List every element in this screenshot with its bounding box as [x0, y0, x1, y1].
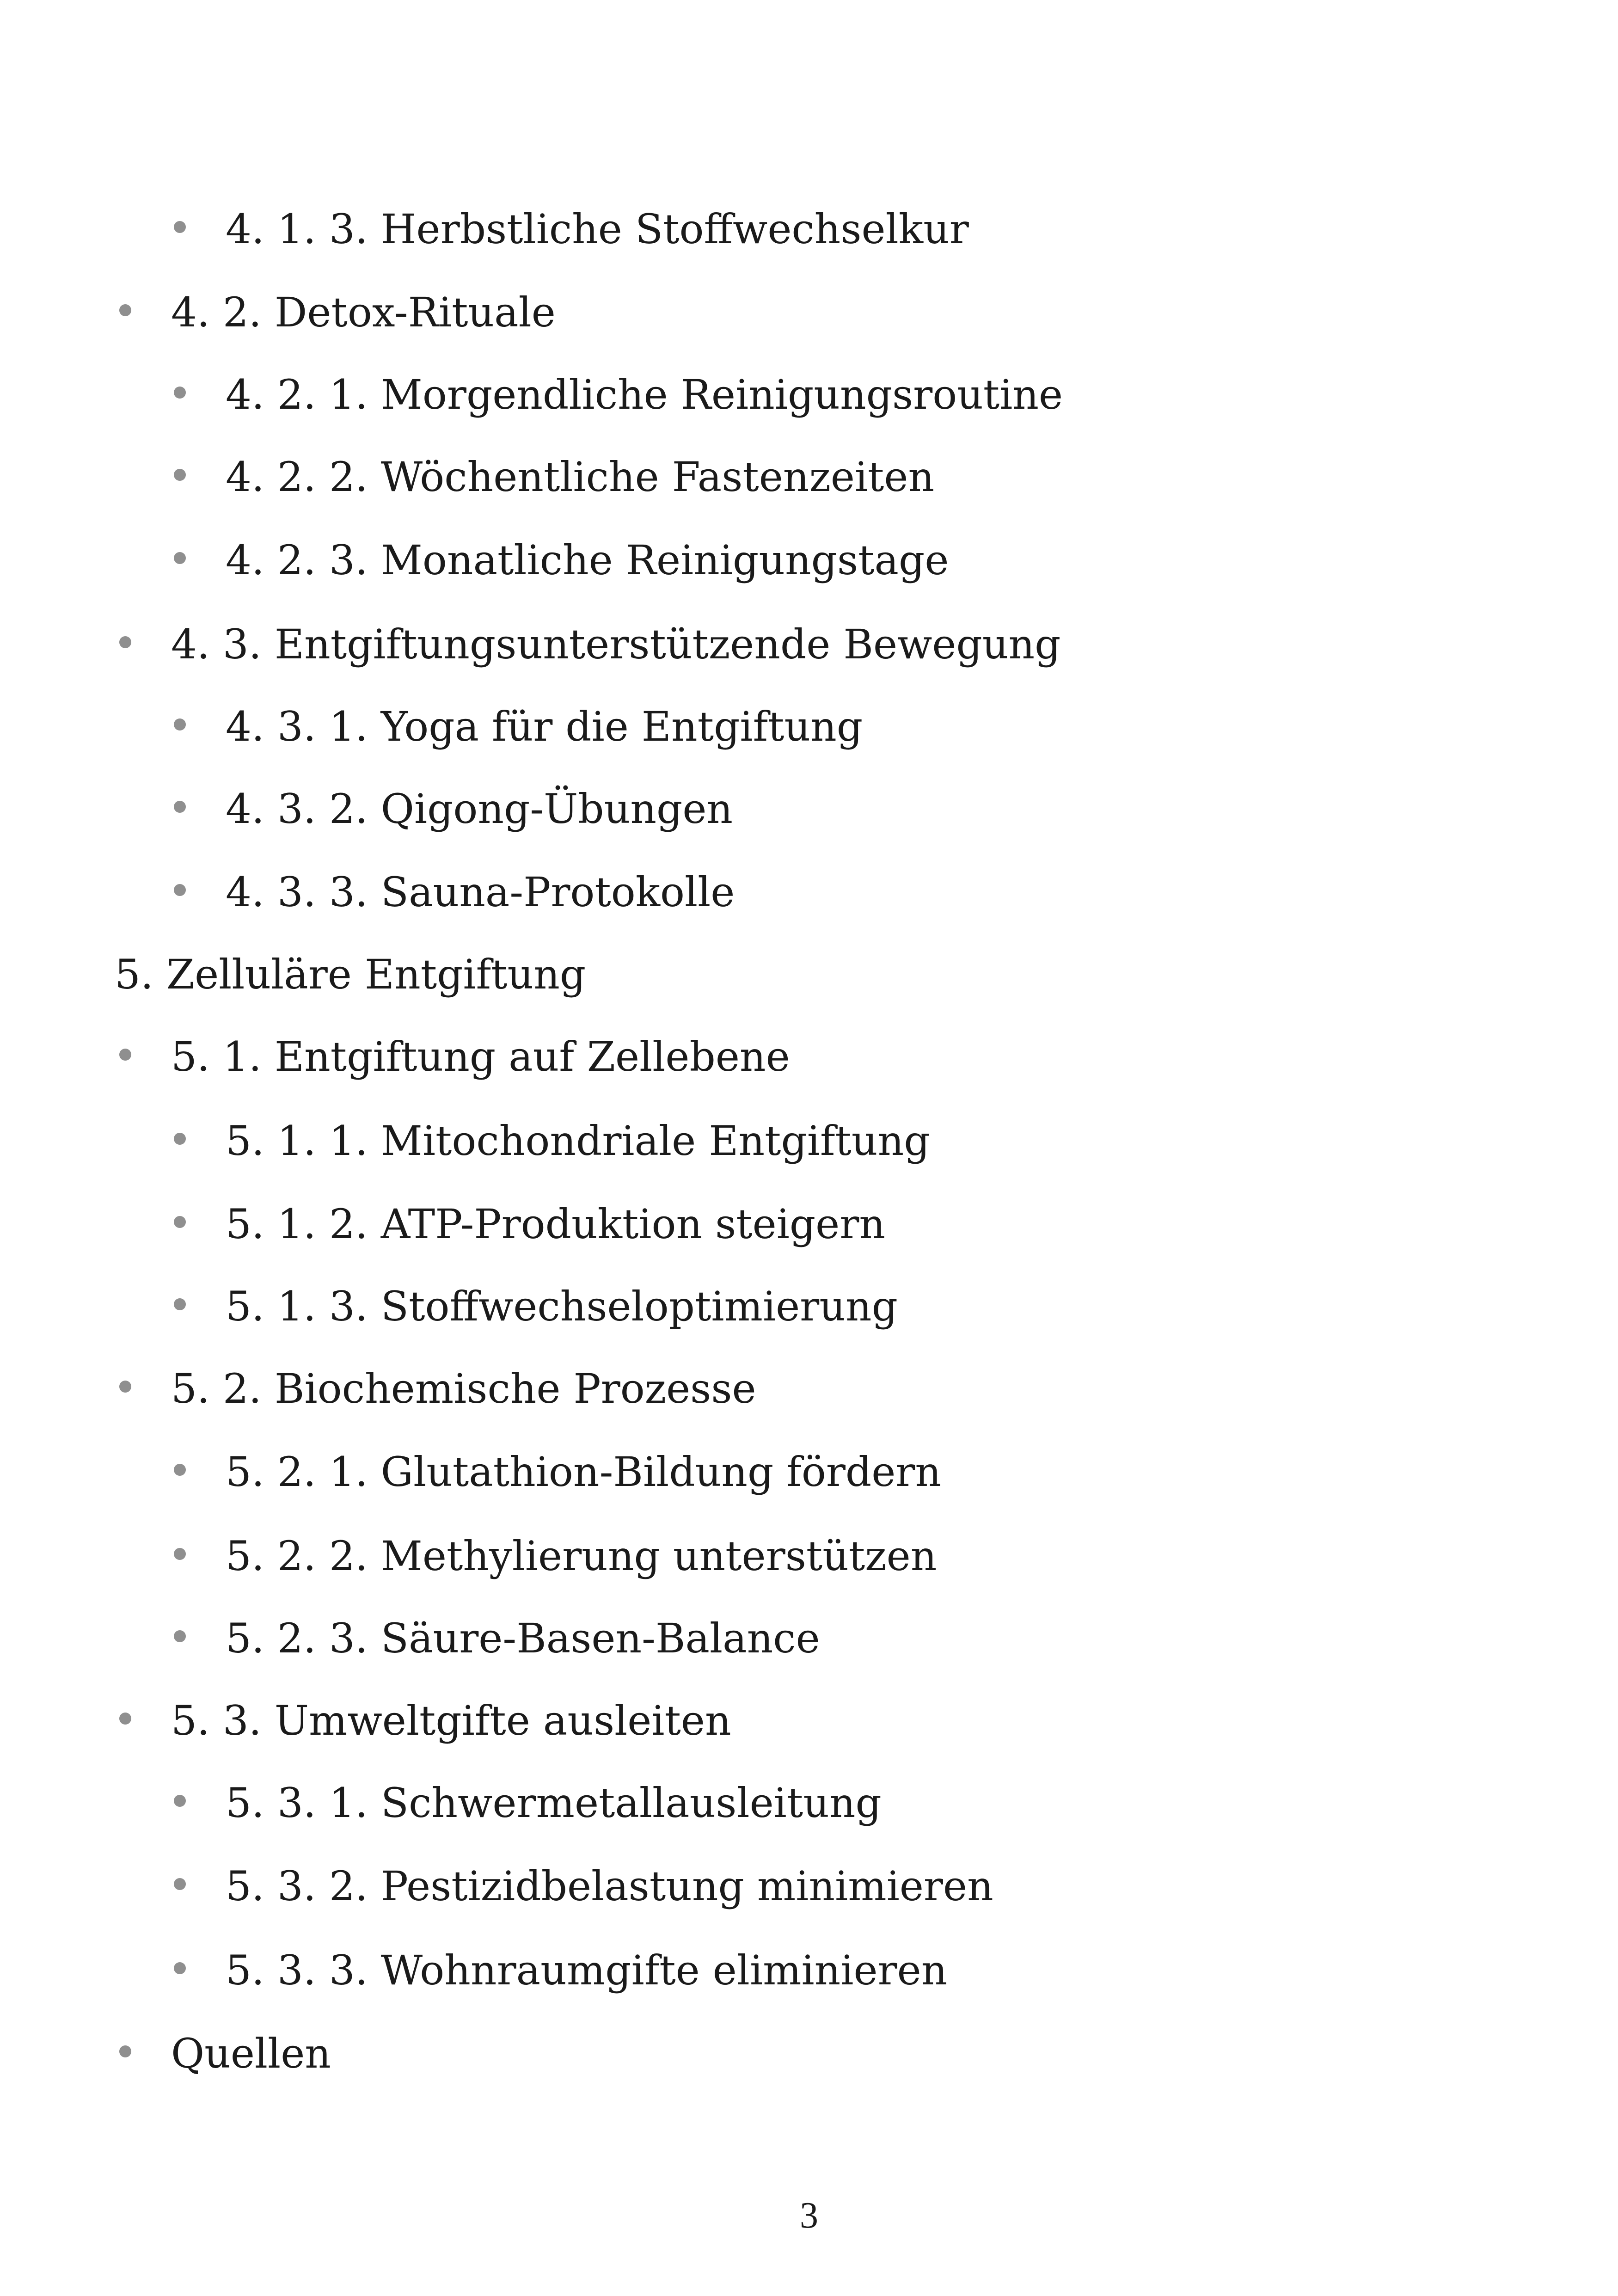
bullet-icon	[174, 718, 186, 731]
toc-entry-label: 5. 2. 3. Säure-Basen-Balance	[226, 1615, 820, 1662]
toc-entry-label: 5. 1. 1. Mitochondriale Entgiftung	[226, 1117, 930, 1165]
bullet-icon	[174, 1878, 186, 1890]
bullet-icon	[119, 304, 131, 316]
toc-entry-quellen[interactable]	[171, 2030, 331, 2077]
bullet-icon	[174, 801, 186, 813]
toc-entry-4-2-1[interactable]	[226, 371, 1063, 418]
toc-entry-label: 4. 1. 3. Herbstliche Stoffwechselkur	[226, 205, 969, 253]
toc-entry-label: 5. 3. 3. Wohnraumgifte eliminieren	[226, 1946, 948, 1994]
toc-entry-5-1-1[interactable]	[226, 1117, 930, 1165]
toc-entry-5-1[interactable]	[171, 1033, 790, 1080]
bullet-icon	[119, 1049, 131, 1061]
toc-entry-label: 5. 3. Umweltgifte ausleiten	[171, 1697, 731, 1744]
bullet-icon	[119, 636, 131, 648]
toc-entry-5-2-1[interactable]	[226, 1448, 942, 1496]
toc-entry-label: 5. 1. 2. ATP-Produktion steigern	[226, 1200, 885, 1248]
toc-entry-label: 4. 3. Entgiftungsunterstützende Bewegung	[171, 620, 1061, 668]
toc-entry-5-2[interactable]	[171, 1365, 756, 1412]
toc-entry-4-2[interactable]	[171, 289, 556, 336]
toc-entry-5-3-1[interactable]	[226, 1779, 882, 1827]
toc-chapter-5[interactable]	[115, 951, 586, 998]
toc-entry-4-2-2[interactable]	[226, 453, 935, 501]
toc-entry-5-3-3[interactable]	[226, 1946, 948, 1994]
toc-entry-label: 5. 1. Entgiftung auf Zellebene	[171, 1033, 790, 1080]
toc-entry-label: 5. Zelluläre Entgiftung	[115, 951, 586, 998]
bullet-icon	[174, 387, 186, 399]
bullet-icon	[174, 884, 186, 896]
toc-entry-label: 5. 2. Biochemische Prozesse	[171, 1365, 756, 1412]
toc-entry-4-3-2[interactable]	[226, 785, 733, 833]
toc-entry-5-2-2[interactable]	[226, 1532, 937, 1580]
toc-entry-label: 5. 2. 1. Glutathion-Bildung fördern	[226, 1448, 942, 1496]
toc-entry-4-3[interactable]	[171, 620, 1061, 668]
bullet-icon	[174, 1795, 186, 1807]
bullet-icon	[174, 1298, 186, 1310]
toc-entry-4-3-1[interactable]	[226, 703, 863, 750]
bullet-icon	[174, 1216, 186, 1228]
toc-entry-5-1-2[interactable]	[226, 1200, 885, 1248]
toc-entry-label: 4. 3. 2. Qigong-Übungen	[226, 785, 733, 833]
toc-entry-4-2-3[interactable]	[226, 536, 949, 584]
bullet-icon	[119, 1381, 131, 1393]
toc-entry-5-3[interactable]	[171, 1697, 731, 1744]
bullet-icon	[174, 221, 186, 233]
toc-entry-5-2-3[interactable]	[226, 1615, 820, 1662]
toc-entry-label: 5. 3. 2. Pestizidbelastung minimieren	[226, 1862, 993, 1910]
toc-entry-5-1-3[interactable]	[226, 1283, 898, 1330]
bullet-icon	[174, 1464, 186, 1476]
toc-entry-label: Quellen	[171, 2030, 331, 2077]
toc-entry-5-3-2[interactable]	[226, 1862, 993, 1910]
bullet-icon	[174, 552, 186, 564]
toc-entry-label: 4. 3. 3. Sauna-Protokolle	[226, 868, 735, 916]
toc-entry-label: 4. 2. 2. Wöchentliche Fastenzeiten	[226, 453, 935, 501]
bullet-icon	[174, 1630, 186, 1642]
toc-entry-label: 5. 1. 3. Stoffwechseloptimierung	[226, 1283, 898, 1330]
toc-entry-4-3-3[interactable]	[226, 868, 735, 916]
toc-entry-label: 5. 2. 2. Methylierung unterstützen	[226, 1532, 937, 1580]
toc-entry-label: 4. 2. 3. Monatliche Reinigungstage	[226, 536, 949, 584]
toc-entry-label: 5. 3. 1. Schwermetallausleitung	[226, 1779, 882, 1827]
toc-entry-label: 4. 2. Detox-Rituale	[171, 289, 556, 336]
bullet-icon	[119, 2045, 131, 2057]
toc-entry-4-1-3[interactable]	[226, 205, 969, 253]
bullet-icon	[119, 1713, 131, 1725]
toc-entry-label: 4. 3. 1. Yoga für die Entgiftung	[226, 703, 863, 750]
bullet-icon	[174, 469, 186, 481]
bullet-icon	[174, 1133, 186, 1145]
page-number: 3	[800, 2195, 818, 2236]
bullet-icon	[174, 1962, 186, 1974]
toc-entry-label: 4. 2. 1. Morgendliche Reinigungsroutine	[226, 371, 1063, 418]
bullet-icon	[174, 1548, 186, 1560]
